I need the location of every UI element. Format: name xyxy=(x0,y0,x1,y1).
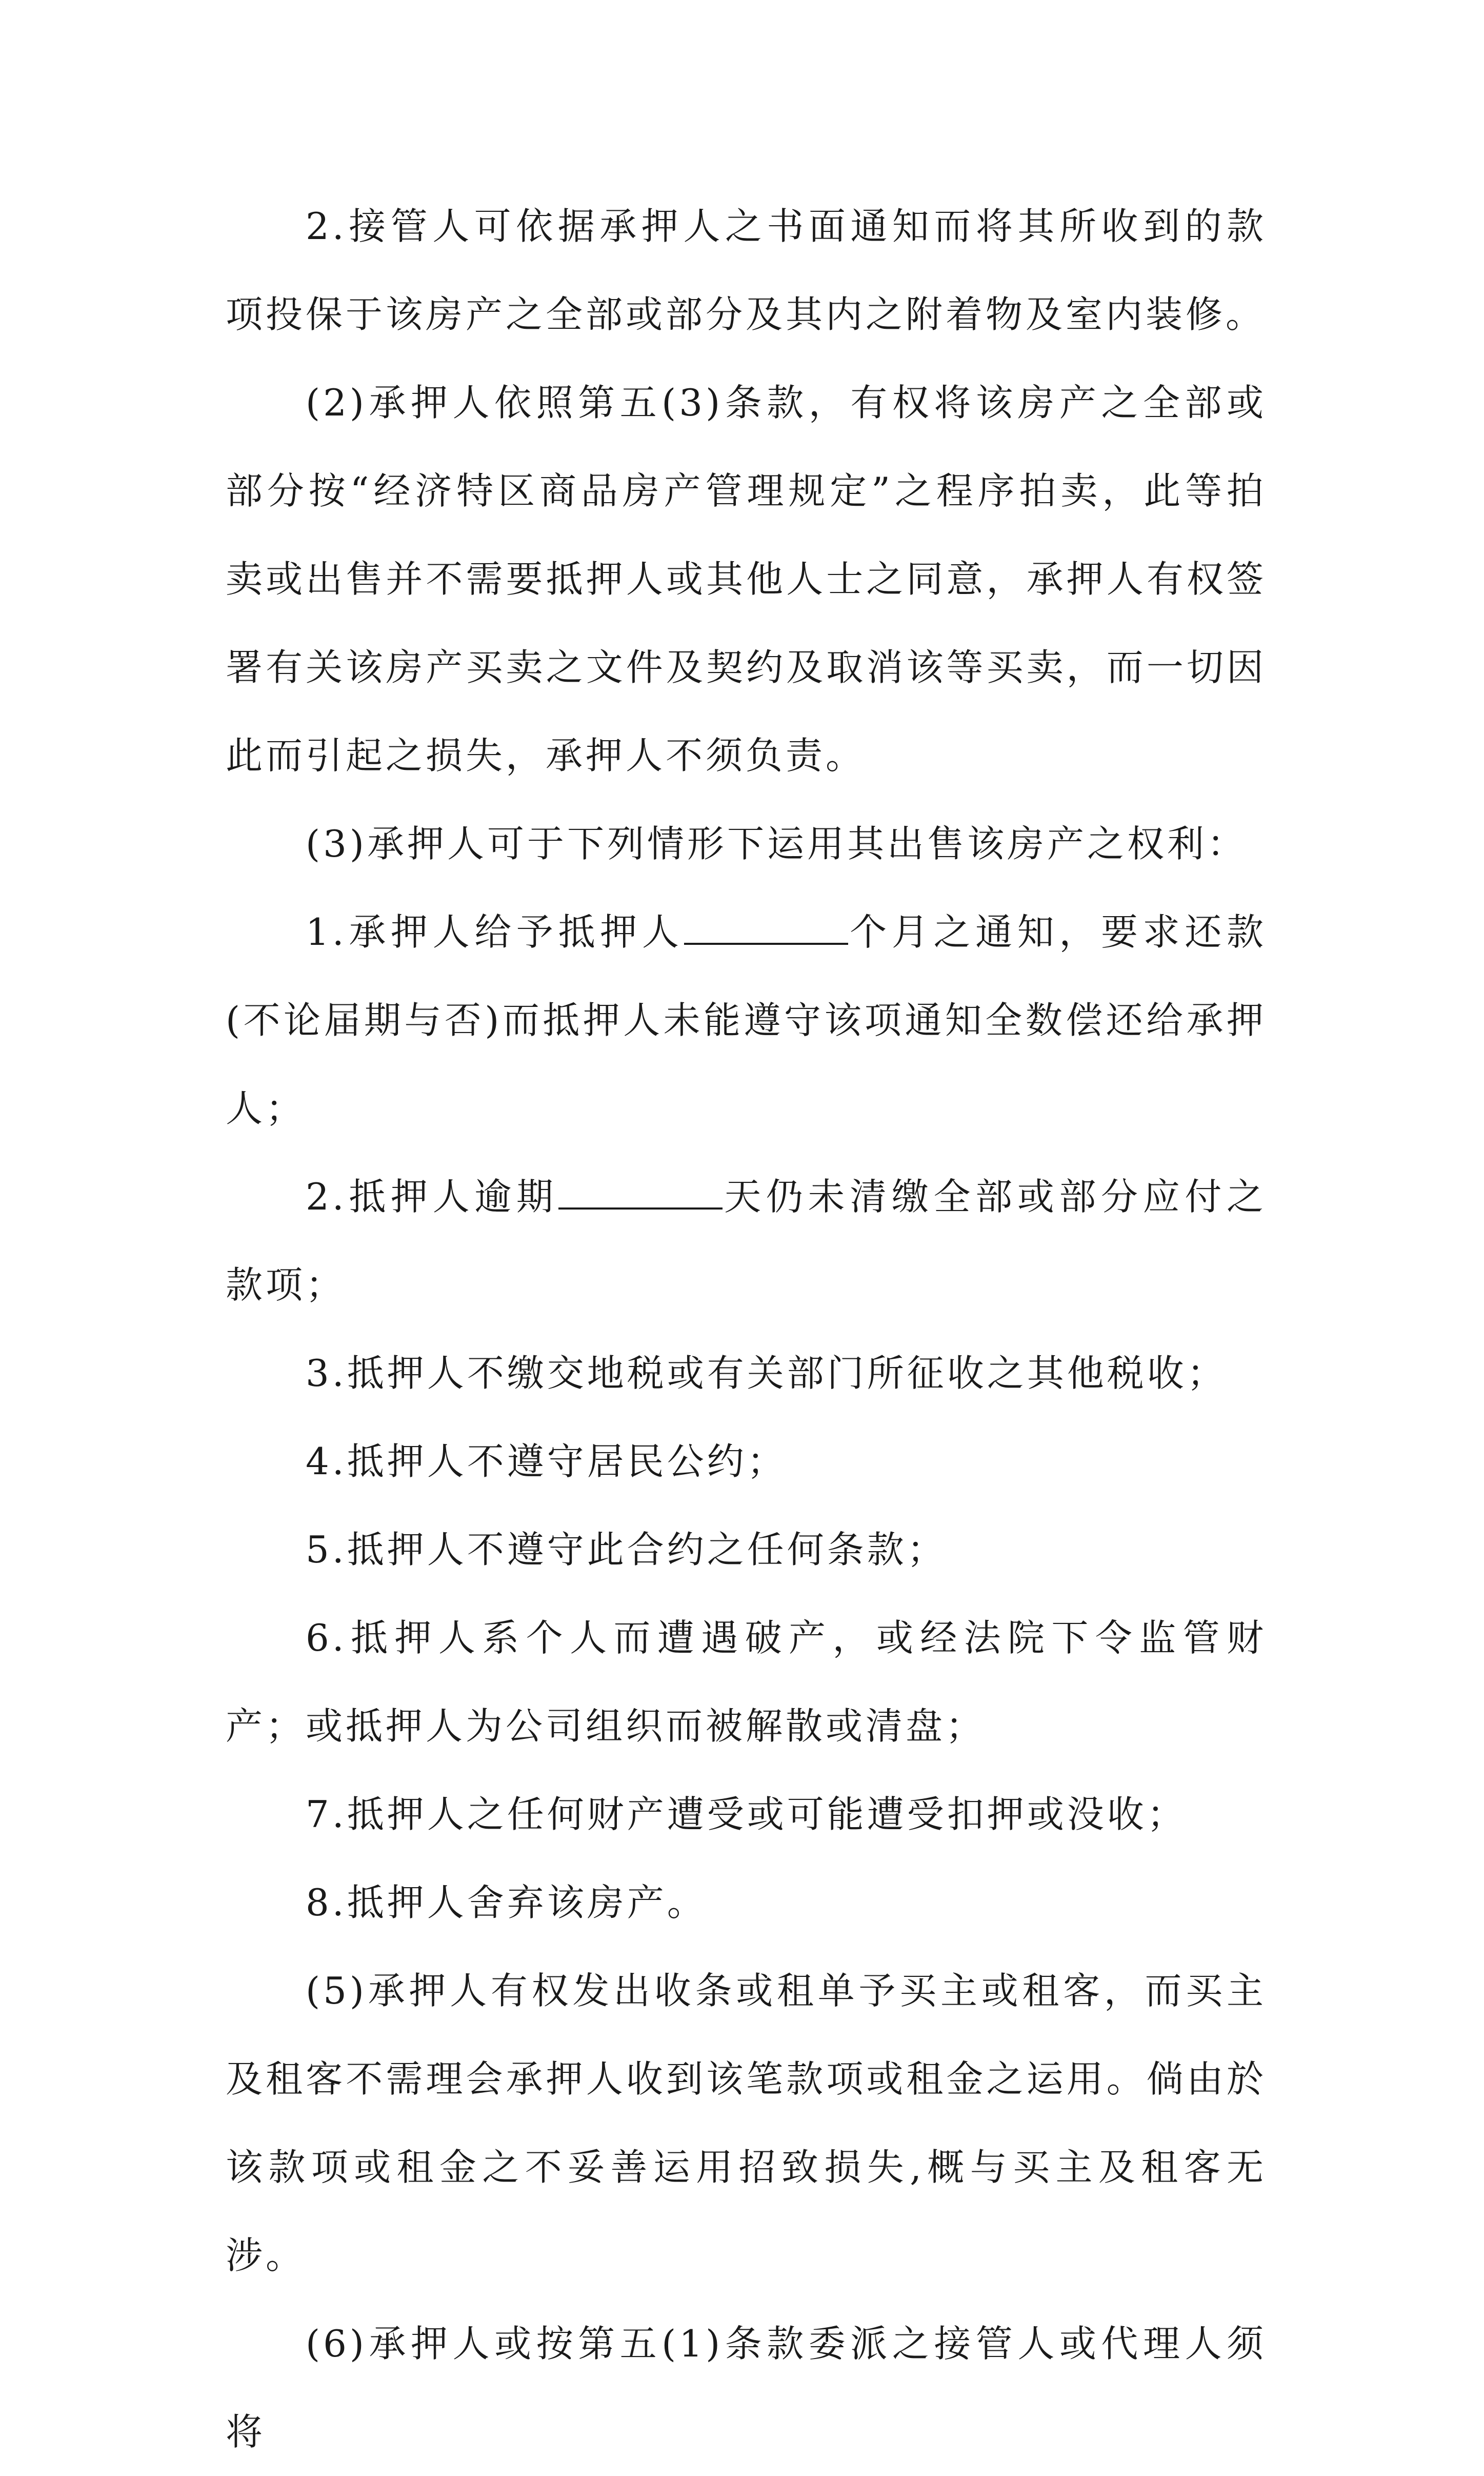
paragraph-condition-6: 6.抵押人系个人而遭遇破产，或经法院下令监管财产；或抵押人为公司组织而被解散或清盘； xyxy=(226,1616,1267,1748)
paragraph-sale-conditions-heading: (3)承押人可于下列情形下运用其出售该房产之权利： xyxy=(306,822,1247,865)
paragraph-receiver-insurance: 2.接管人可依据承押人之书面通知而将其所收到的款项投保于该房产之全部或部分及其内之附着物及室内装修。 xyxy=(226,205,1267,336)
paragraph-condition-3: 3.抵押人不缴交地税或有关部门所征收之其他税收； xyxy=(306,1352,1227,1395)
paragraph-receiver-duty: (6)承押人或按第五(1)条款委派之接管人或代理人须将 xyxy=(226,2322,1267,2453)
paragraph-condition-8: 8.抵押人舍弃该房产。 xyxy=(306,1881,707,1924)
document-body xyxy=(226,182,1267,2476)
paragraph-condition-5: 5.抵押人不遵守此合约之任何条款； xyxy=(306,1528,947,1571)
paragraph-condition-7: 7.抵押人之任何财产遭受或可能遭受扣押或没收； xyxy=(306,1793,1187,1836)
paragraph-receipts-right: (5)承押人有权发出收条或租单予买主或租客，而买主及租客不需理会承押人收到该笔款项或租金之运用。倘由於该款项或租金之不妥善运用招致损失,概与买主及租客无涉。 xyxy=(226,1969,1267,2277)
paragraph-condition-1 xyxy=(226,888,1267,1153)
months-blank xyxy=(684,912,848,945)
days-blank xyxy=(558,1177,723,1210)
condition-1-before: 1.承押人给予抵押人 xyxy=(306,910,684,954)
paragraph-condition-2 xyxy=(226,1153,1267,1329)
paragraph-auction-right: (2)承押人依照第五(3)条款，有权将该房产之全部或部分按“经济特区商品房产管理规定”之程序拍卖，此等拍卖或出售并不需要抵押人或其他人士之同意，承押人有权签署有关该房产买卖之文件及契约及取消该等买卖，而一切因此而引起之损失，承押人不须负责。 xyxy=(226,381,1267,777)
condition-1-after: 个月之通知，要求还款(不论届期与否)而抵押人未能遵守该项通知全数偿还给承押人； xyxy=(226,910,1267,1130)
condition-2-after: 天仍未清缴全部或部分应付之款项； xyxy=(226,1175,1267,1306)
condition-2-before: 2.抵押人逾期 xyxy=(306,1175,558,1218)
paragraph-condition-4: 4.抵押人不遵守居民公约； xyxy=(306,1440,787,1483)
